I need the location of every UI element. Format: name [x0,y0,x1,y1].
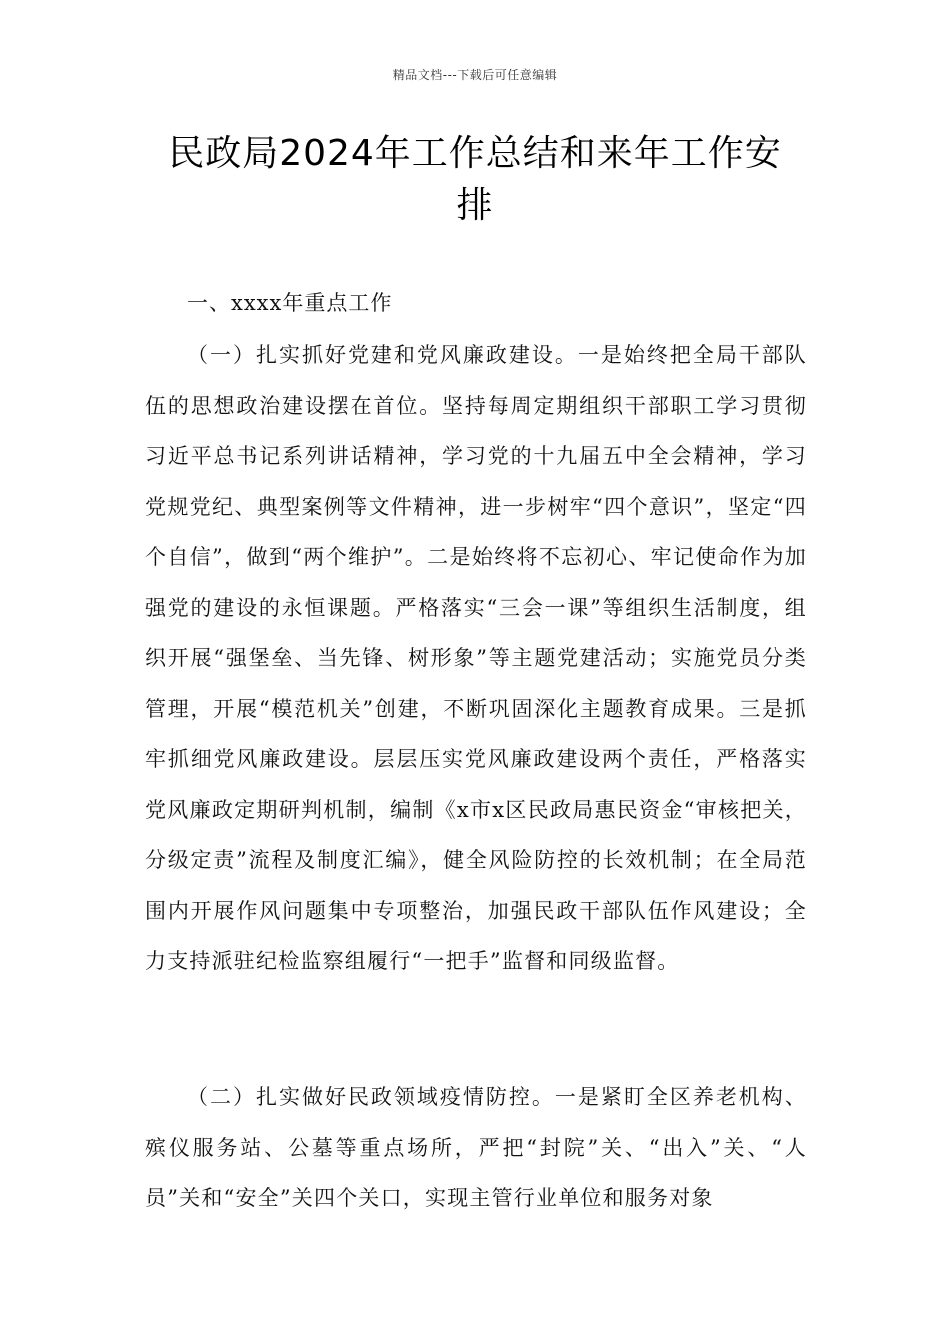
paragraph-epidemic-prevention: （二）扎实做好民政领域疫情防控。一是紧盯全区养老机构、殡仪服务站、公墓等重点场所，严把“封院”关、“出入”关、“人员”关和“安全”关四个关口，实现主管行业单位和服务对象 [145,1085,807,1210]
paragraph-party-building: （一）扎实抓好党建和党风廉政建设。一是始终把全局干部队伍的思想政治建设摆在首位。坚持每周定期组织干部职工学习贯彻习近平总书记系列讲话精神，学习党的十九届五中全会精神，学习党规党纪、典型案例等文件精神，进一步树牢“四个意识”，坚定“四个自信”，做到“两个维护”。二是始终将不忘初心、牢记使命作为加强党的建设的永恒课题。严格落实“三会一课”等组织生活制度，组织开展“强堡垒、当先锋、树形象”等主题党建活动；实施党员分类管理，开展“模范机关”创建，不断巩固深化主题教育成果。三是抓牢抓细党风廉政建设。层层压实党风廉政建设两个责任，严格落实党风廉政定期研判机制，编制《x市x区民政局惠民资金“审核把关，分级定责”流程及制度汇编》，健全风险防控的长效机制；在全局范围内开展作风问题集中专项整治，加强民政干部队伍作风建设；全力支持派驻纪检监察组履行“一把手”监督和同级监督。 [145,343,807,973]
page-header-watermark: 精品文档---下载后可任意编辑 [392,68,558,82]
section-heading: 一、xxxx年重点工作 [187,291,393,315]
document-title: 民政局2024年工作总结和来年工作安排 [168,133,782,226]
